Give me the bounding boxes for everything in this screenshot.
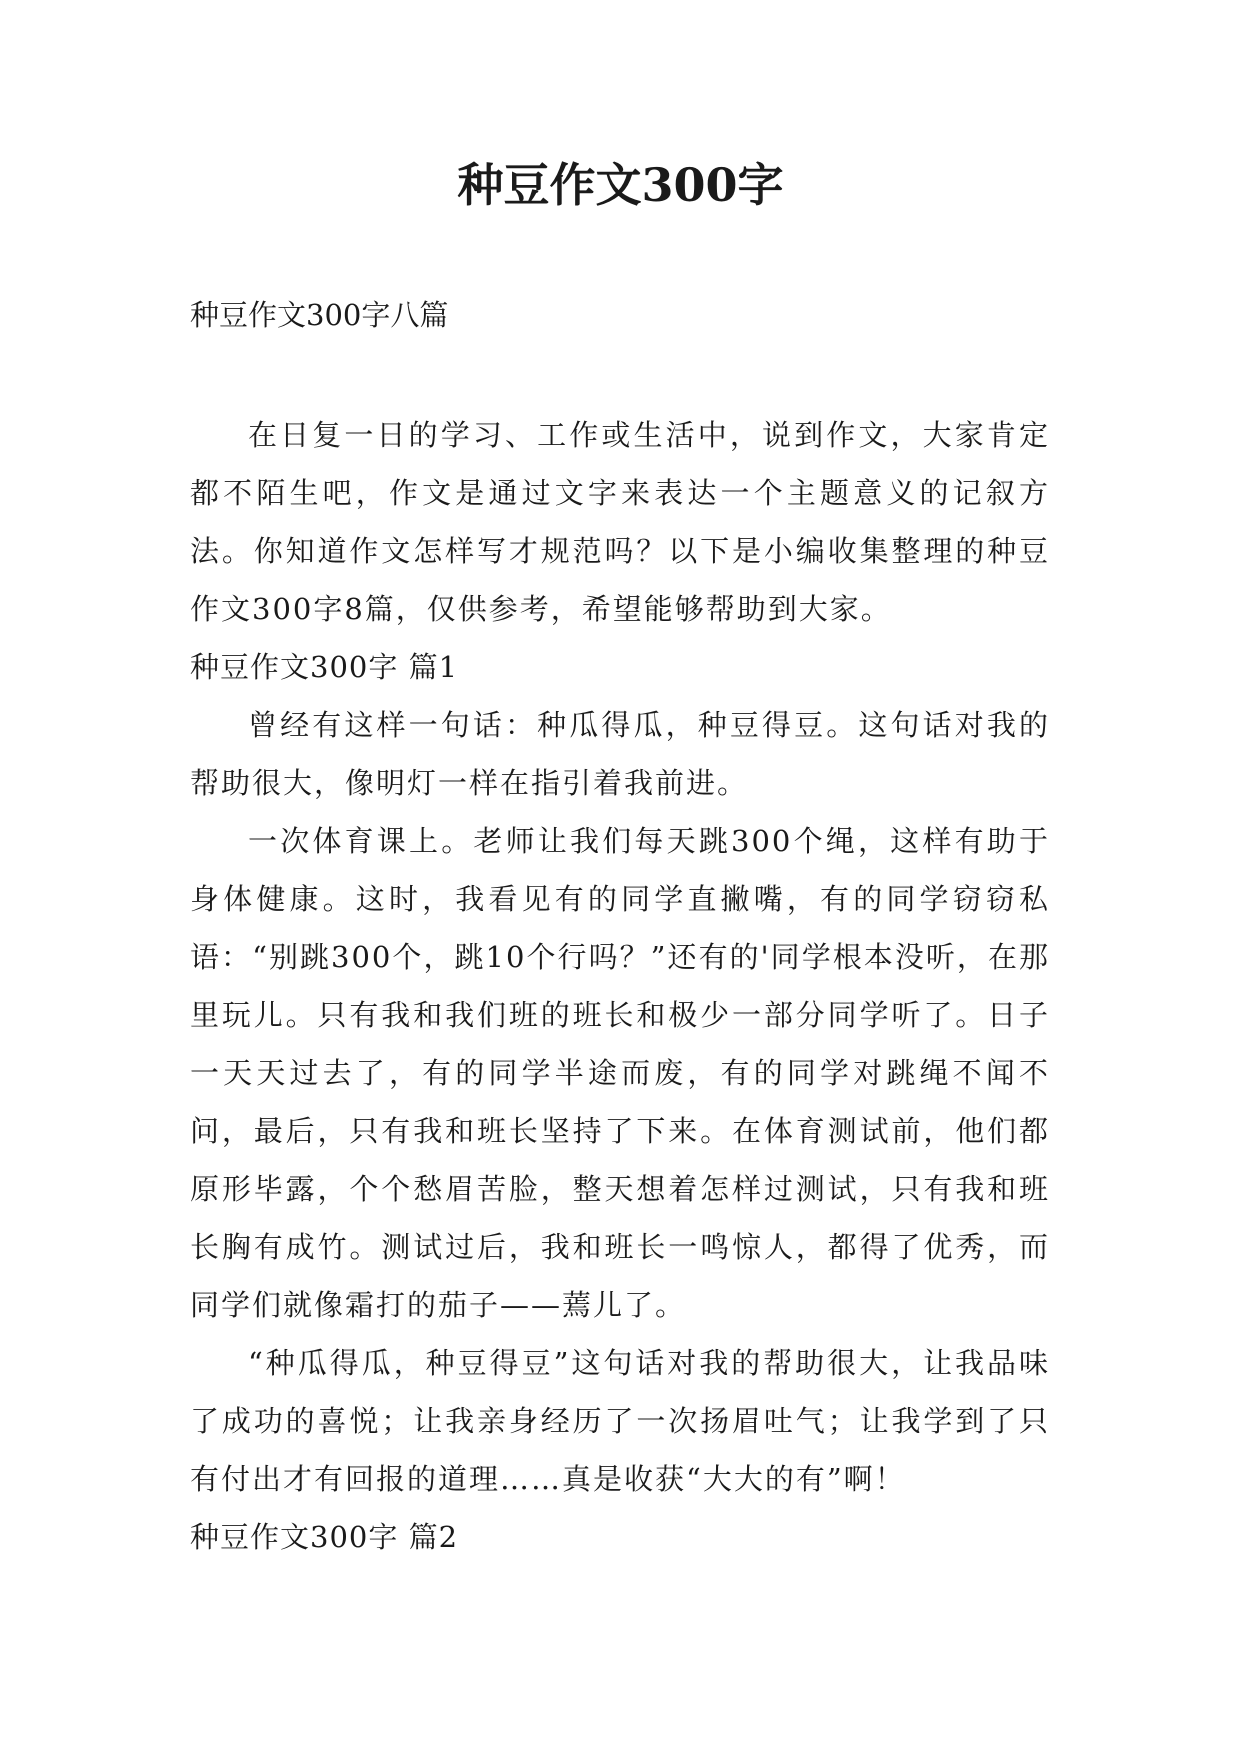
- document-subtitle: 种豆作文300字八篇: [190, 298, 449, 332]
- intro-paragraph: 在日复一日的学习、工作或生活中，说到作文，大家肯定都不陌生吧，作文是通过文字来表达一个主题意义的记叙方法。你知道作文怎样写才规范吗？以下是小编收集整理的种豆作文300字8篇，仅供参考，希望能够帮助到大家。: [190, 418, 1050, 626]
- section-heading-2: 种豆作文300字 篇2: [190, 1520, 459, 1554]
- document-body: [190, 406, 1050, 1566]
- section1-paragraph-2: 一次体育课上。老师让我们每天跳300个绳，这样有助于身体健康。这时，我看见有的同学直撇嘴，有的同学窃窃私语：“别跳300个，跳10个行吗？”还有的'同学根本没听，在那里玩儿。只有我和我们班的班长和极少一部分同学听了。日子一天天过去了，有的同学半途而废，有的同学对跳绳不闻不问，最后，只有我和班长坚持了下来。在体育测试前，他们都原形毕露，个个愁眉苦脸，整天想着怎样过测试，只有我和班长胸有成竹。测试过后，我和班长一鸣惊人，都得了优秀，而同学们就像霜打的茄子——蔫儿了。: [190, 824, 1050, 1322]
- section-heading-1: 种豆作文300字 篇1: [190, 650, 459, 684]
- page-title: 种豆作文300字: [457, 158, 784, 212]
- section1-paragraph-1: 曾经有这样一句话：种瓜得瓜，种豆得豆。这句话对我的帮助很大，像明灯一样在指引着我前进。: [190, 708, 1050, 800]
- section1-paragraph-3: “种瓜得瓜，种豆得豆”这句话对我的帮助很大，让我品味了成功的喜悦；让我亲身经历了一次扬眉吐气；让我学到了只有付出才有回报的道理……真是收获“大大的有”啊！: [190, 1346, 1050, 1496]
